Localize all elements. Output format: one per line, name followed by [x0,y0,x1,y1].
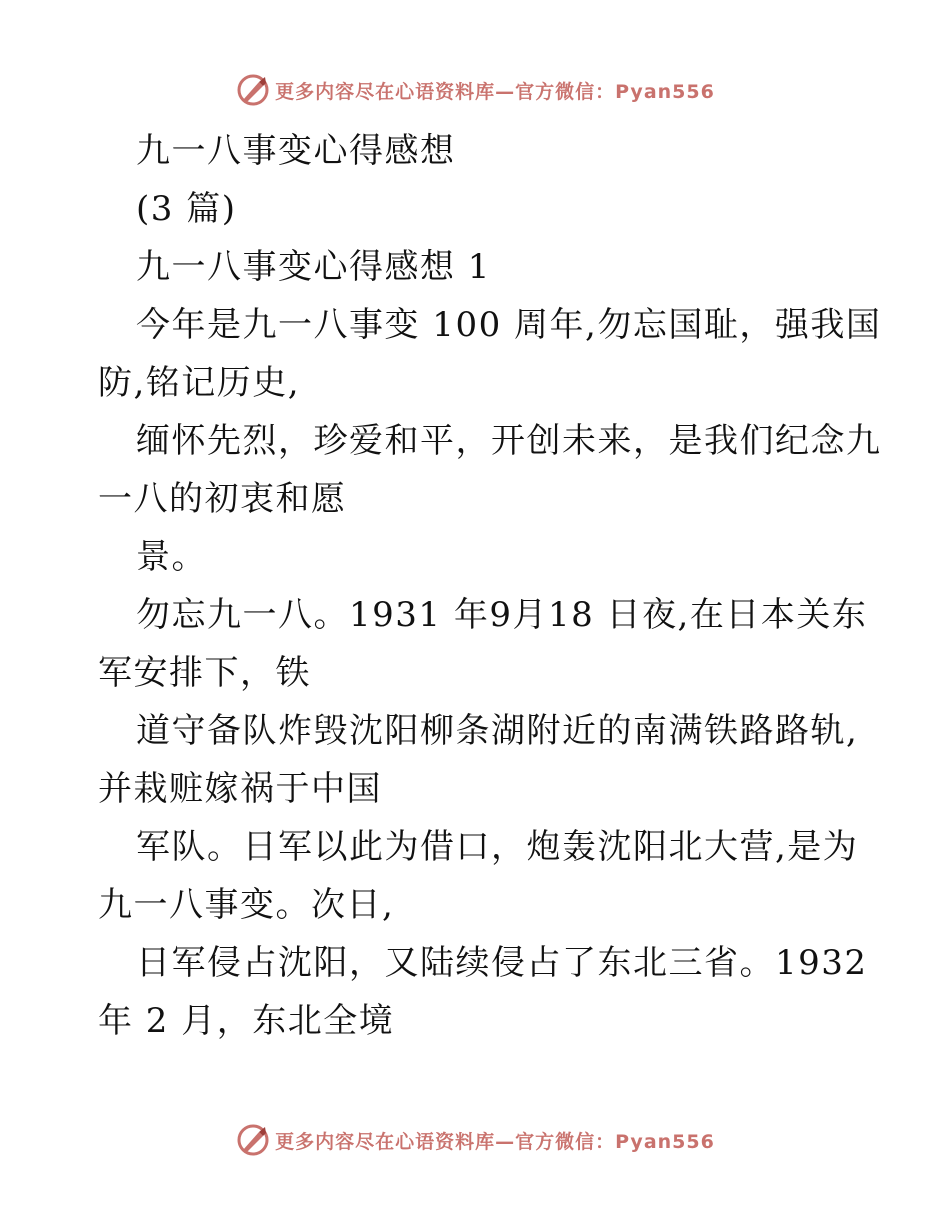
paragraph-line: 缅怀先烈，珍爱和平，开创未来，是我们纪念九 [136,421,882,461]
paragraph-line: 勿忘九一八。1931 年9月18 日夜,在日本关东 [136,595,868,635]
header-watermark [0,70,950,110]
doc-title: 九一八事变心得感想 [136,131,456,171]
paragraph-line: 今年是九一八事变 100 周年,勿忘国耻，强我国 [136,305,882,345]
paragraph-line: 防,铭记历史, [98,363,301,403]
fountain-pen-logo-icon [235,1122,271,1158]
footer-watermark [0,1120,950,1160]
paragraph-line: 军安排下，铁 [98,653,311,693]
paragraph-line: 年 2 月，东北全境 [98,1001,395,1041]
watermark-text: 更多内容尽在心语资料库—官方微信：Pyan556 [275,80,715,103]
doc-subtitle: (3 篇) [136,189,237,229]
fountain-pen-logo-icon [235,72,271,108]
paragraph-line: 日军侵占沈阳，又陆续侵占了东北三省。1932 [136,943,868,983]
document-body [98,122,882,1050]
paragraph-line: 并栽赃嫁祸于中国 [98,769,382,809]
paragraph-line: 一八的初衷和愿 [98,479,347,519]
watermark-text: 更多内容尽在心语资料库—官方微信：Pyan556 [275,1130,715,1153]
paragraph-line: 景。 [136,537,207,577]
paragraph-line: 道守备队炸毁沈阳柳条湖附近的南满铁路路轨, [136,711,859,751]
paragraph-line: 九一八事变。次日, [98,885,395,925]
paragraph-line: 军队。日军以此为借口，炮轰沈阳北大营,是为 [136,827,859,867]
section-heading: 九一八事变心得感想 1 [136,247,491,287]
